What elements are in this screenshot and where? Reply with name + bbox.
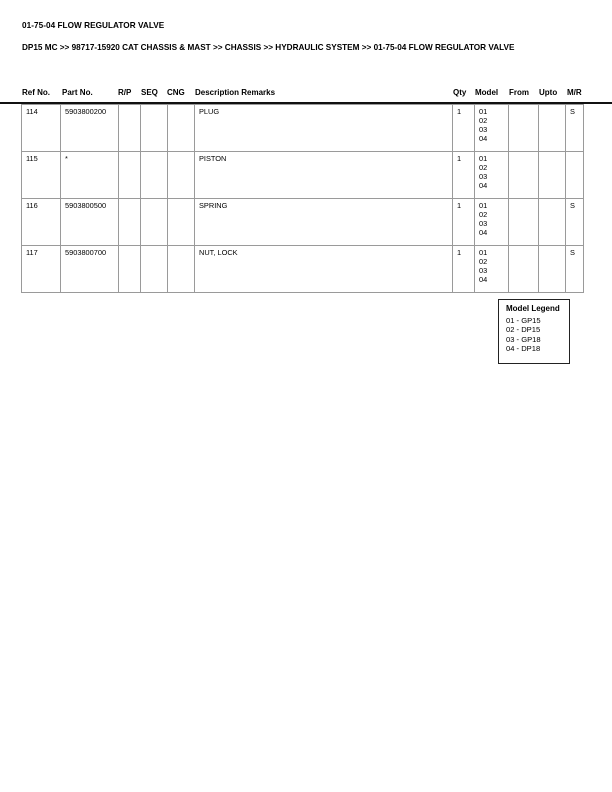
header-rp: R/P [118,88,132,97]
mr-cell [566,152,584,199]
seq-cell [141,246,168,293]
table-row [22,199,584,246]
model-cell [475,152,509,199]
from-cell [509,105,539,152]
description-cell: NUT, LOCK [195,246,453,293]
header-upto: Upto [539,88,558,97]
header-seq: SEQ [141,88,158,97]
model-code: 04 [479,134,488,144]
qty-cell: 1 [453,152,475,199]
model-code: 01 [479,107,488,116]
qty-cell: 1 [453,246,475,293]
cng-cell [168,105,195,152]
part-no-cell: * [61,152,119,199]
model-cell [475,246,509,293]
mr-cell: S [566,246,584,293]
rp-cell [119,199,141,246]
header-qty: Qty [453,88,467,97]
model-code: 02 [479,163,488,173]
page-title: 01-75-04 FLOW REGULATOR VALVE [22,21,165,30]
part-no-cell: 5903800700 [61,246,119,293]
model-legend [498,299,570,364]
model-code: 01 [479,201,488,210]
mr-cell: S [566,199,584,246]
legend-item: 02 - DP15 [506,325,541,335]
model-code: 02 [479,116,488,126]
legend-title: Model Legend [506,304,560,313]
upto-cell [539,246,566,293]
legend-item: 04 - DP18 [506,343,541,353]
model-code: 03 [479,172,488,182]
cng-cell [168,152,195,199]
model-code: 03 [479,266,488,276]
model-code: 04 [479,181,488,191]
description-cell: PISTON [195,152,453,199]
header-part-no: Part No. [62,88,93,97]
part-no-cell: 5903800200 [61,105,119,152]
header-ref-no: Ref No. [22,88,50,97]
seq-cell [141,152,168,199]
table-row [22,152,584,199]
ref-no-cell: 114 [22,105,61,152]
seq-cell [141,105,168,152]
upto-cell [539,105,566,152]
rp-cell [119,246,141,293]
description-cell: SPRING [195,199,453,246]
mr-cell: S [566,105,584,152]
model-code: 03 [479,219,488,229]
header-description: Description Remarks [195,88,276,97]
qty-cell: 1 [453,105,475,152]
ref-no-cell: 117 [22,246,61,293]
table-row [22,246,584,293]
header-model: Model [475,88,499,97]
rp-cell [119,152,141,199]
model-code: 02 [479,257,488,267]
cng-cell [168,246,195,293]
qty-cell: 1 [453,199,475,246]
model-code: 01 [479,154,488,163]
upto-cell [539,199,566,246]
seq-cell [141,199,168,246]
header-from: From [509,88,529,97]
model-code: 04 [479,275,488,285]
from-cell [509,152,539,199]
upto-cell [539,152,566,199]
model-code: 02 [479,210,488,220]
legend-item: 03 - GP18 [506,334,541,344]
table-row [22,105,584,152]
model-cell [475,199,509,246]
breadcrumb: DP15 MC >> 98717-15920 CAT CHASSIS & MAST >> CHASSIS >> HYDRAULIC SYSTEM >> 01-75-04 FLOW REGULATOR VALVE [22,43,515,52]
parts-table [21,104,584,293]
model-code: 01 [479,248,488,257]
header-cng: CNG [167,88,185,97]
rp-cell [119,105,141,152]
model-code: 03 [479,125,488,135]
header-mr: M/R [567,88,582,97]
ref-no-cell: 116 [22,199,61,246]
model-cell [475,105,509,152]
ref-no-cell: 115 [22,152,61,199]
cng-cell [168,199,195,246]
from-cell [509,246,539,293]
part-no-cell: 5903800500 [61,199,119,246]
model-code: 04 [479,228,488,238]
from-cell [509,199,539,246]
description-cell: PLUG [195,105,453,152]
legend-item: 01 - GP15 [506,316,541,325]
